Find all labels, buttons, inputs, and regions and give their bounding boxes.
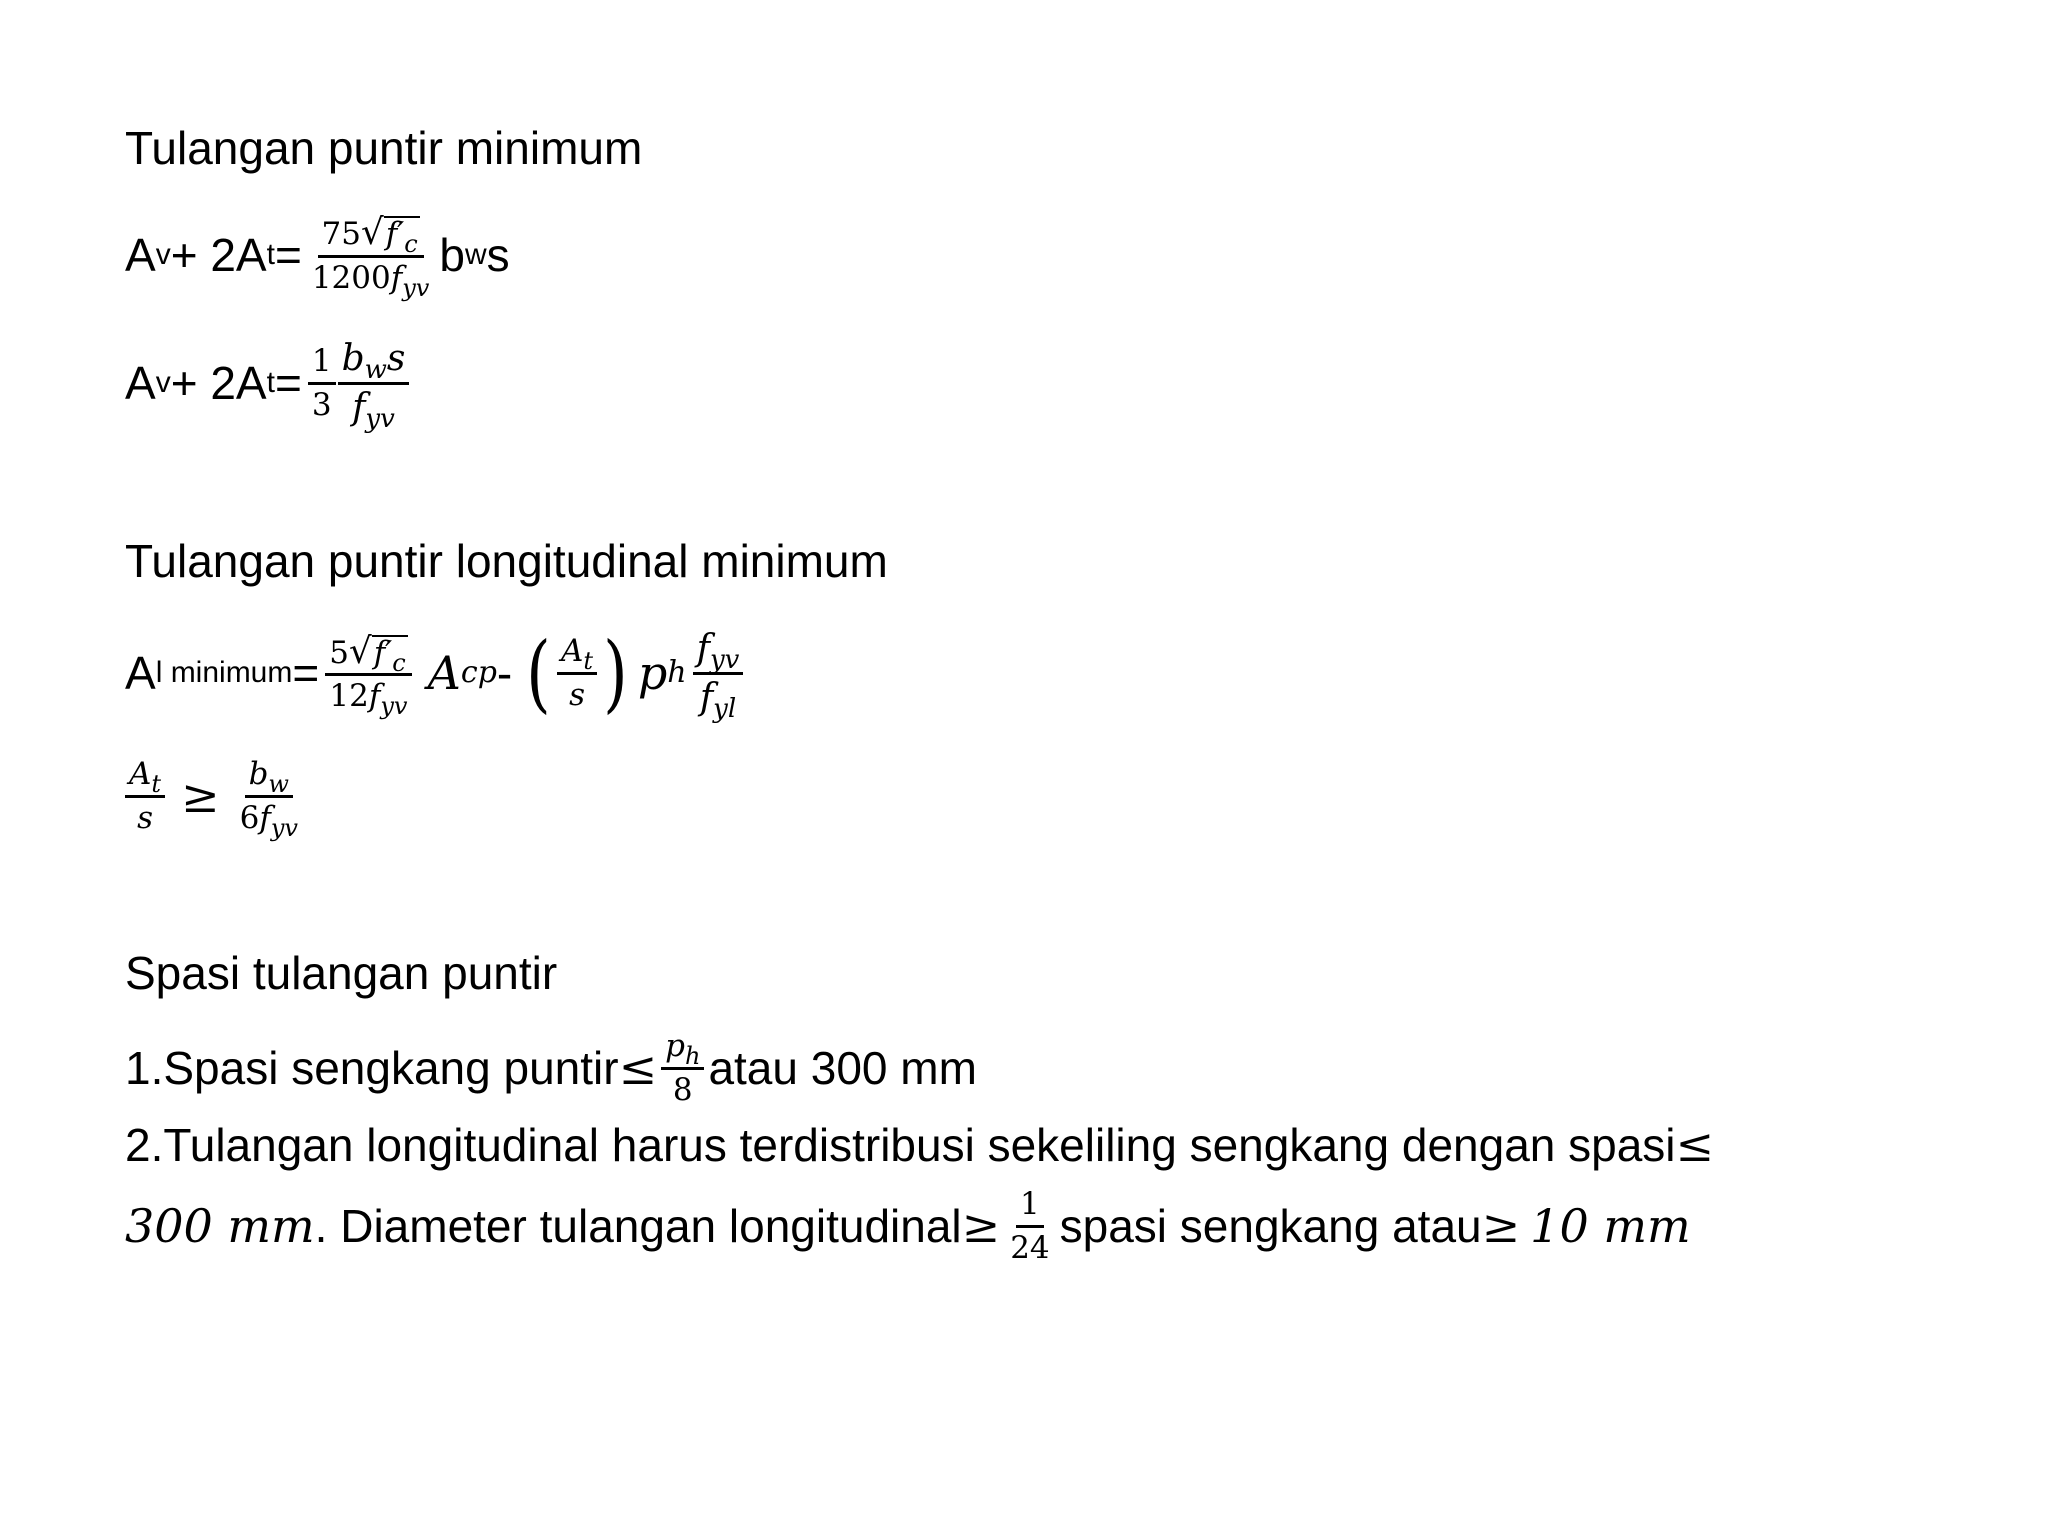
equation-torsion-min-1: A v + 2A t = 75 √ $f'_c$ $1200f_{yv}$ b w s (125, 212, 510, 302)
num-coef: 5 (329, 634, 349, 671)
fraction-denominator: 24 (1010, 1229, 1050, 1266)
leq-sign: ≤ (1675, 1118, 1715, 1172)
den-sub: yl (713, 693, 737, 724)
den-f: f (352, 386, 366, 428)
den-f: f (368, 678, 381, 715)
equation-torsion-min-2: A v + 2A t = $\frac{1}{3}$ $\frac{b_ws}{f_{yv}}$ (125, 340, 415, 427)
square-root (348, 630, 408, 677)
radicand-sub: c (404, 230, 418, 259)
heading-text: Spasi tulangan puntir (125, 947, 558, 999)
acp-a: A (427, 646, 461, 701)
math-10mm: 10 mm (1530, 1199, 1691, 1254)
radical-sign: √ (360, 212, 384, 253)
fraction-numerator (125, 758, 165, 798)
heading-torsion-minimum (125, 122, 643, 174)
lhs-plus: + 2A (170, 228, 267, 281)
equals-sign: = (292, 647, 320, 700)
fraction-denominator: 3 (311, 386, 332, 423)
item-text-2: spasi sengkang atau (1059, 1200, 1482, 1253)
fraction-bw-6fyv (236, 756, 302, 842)
num-f: f (696, 628, 710, 669)
num-a: A (561, 633, 584, 670)
fraction-denominator: s (137, 799, 153, 836)
fraction-denominator: s (569, 676, 585, 713)
fraction-at-s (557, 635, 597, 711)
fraction-numerator (693, 630, 744, 675)
lhs-plus: + 2A (170, 357, 267, 410)
num-sub: yv (709, 645, 740, 675)
num-sub-h: h (684, 1042, 701, 1070)
lhs-a: A (125, 357, 156, 410)
fraction-numerator: 1 (1016, 1188, 1044, 1228)
den-sub: yv (402, 273, 430, 302)
radicand (384, 216, 420, 259)
den-f: f (259, 799, 271, 836)
fraction-denominator (696, 675, 740, 724)
fraction-numerator (245, 758, 293, 798)
radicand-f: f′ (373, 634, 393, 671)
heading-text: Tulangan puntir longitudinal minimum (125, 535, 888, 587)
den-sub: yv (365, 403, 395, 434)
item-text: 2.Tulangan longitudinal harus terdistribusi sekeliling sengkang dengan spasi (125, 1119, 1676, 1171)
fraction-1-24 (1006, 1188, 1053, 1264)
den-f: f (699, 676, 714, 718)
item-tail: atau 300 mm (708, 1042, 977, 1095)
fraction-one-third (308, 345, 336, 421)
fraction-denominator: 8 (672, 1071, 693, 1108)
fraction-ph-8 (661, 1030, 704, 1106)
den-sub: yv (270, 813, 298, 842)
lhs-a: A (125, 647, 156, 700)
left-paren: ( (526, 624, 551, 723)
tail-s: s (486, 228, 510, 281)
den-coef: 6 (239, 799, 260, 836)
tail-b: b (439, 228, 465, 281)
radical-sign: √ (348, 630, 372, 672)
spacing-item-2-line-1 (125, 1118, 1715, 1172)
math-300mm: 300 mm (125, 1199, 315, 1254)
equals-sign: = (274, 228, 302, 281)
num-sub-t: t (583, 647, 594, 676)
radicand (372, 634, 408, 677)
item-text: 1.Spasi sengkang puntir (125, 1042, 619, 1095)
equation-at-over-s (125, 756, 308, 842)
lhs-a: A (125, 228, 156, 281)
fraction-denominator (325, 676, 411, 721)
radicand-sub: c (392, 648, 406, 677)
num-sub-t: t (151, 770, 162, 798)
den-sub: yv (380, 692, 408, 721)
equation-longitudinal-min: A l minimum = 5 √ $f'_c$ $12f_{yv}$ A cp - ( $\frac{A_t}{s}$ ) p h $\frac{f_{yv}}{f_{yl}}$ (125, 630, 749, 717)
den-coef: 12 (329, 678, 369, 715)
right-paren: ) (603, 624, 628, 723)
geq-sign-2: ≥ (1481, 1199, 1521, 1254)
fraction-numerator: 1 (308, 345, 336, 385)
num-b: b (248, 756, 269, 792)
num-p: p (665, 1028, 685, 1064)
fraction-bws-fyv (338, 338, 410, 434)
square-root (360, 212, 420, 259)
radicand-f: f′ (385, 216, 405, 253)
ph-p: p (637, 646, 668, 701)
leq-sign: ≤ (618, 1041, 658, 1096)
heading-longitudinal-minimum (125, 535, 888, 587)
equals-sign: = (274, 357, 302, 410)
num-s: s (386, 338, 406, 379)
fraction-numerator (661, 1030, 704, 1070)
fraction-at-s (125, 758, 165, 834)
fraction-numerator (325, 630, 411, 677)
heading-text: Tulangan puntir minimum (125, 122, 643, 174)
minus-sign: - (496, 647, 513, 700)
geq-sign: ≥ (181, 769, 220, 824)
den-coef: 1200 (311, 259, 391, 296)
fraction-numerator (318, 212, 424, 259)
spacing-item-1 (125, 1030, 977, 1106)
spacing-item-2-line-2 (125, 1188, 1691, 1264)
fraction-denominator (236, 798, 302, 842)
geq-sign: ≥ (961, 1199, 1001, 1254)
num-coef: 75 (321, 216, 361, 252)
fraction-fyv-fyl (693, 628, 744, 724)
fraction-numerator (557, 635, 597, 675)
num-sub-w: w (364, 355, 387, 385)
fraction-denominator (348, 385, 399, 434)
fraction-sqrt (325, 630, 411, 721)
den-f: f (390, 259, 403, 296)
num-sub-w: w (268, 770, 289, 798)
num-b: b (341, 338, 365, 379)
heading-spacing (125, 947, 558, 999)
fraction-numerator (338, 340, 410, 385)
item-text: . Diameter tulangan longitudinal (314, 1200, 962, 1253)
fraction (308, 212, 434, 302)
num-a: A (129, 756, 152, 792)
fraction-denominator (308, 258, 434, 302)
